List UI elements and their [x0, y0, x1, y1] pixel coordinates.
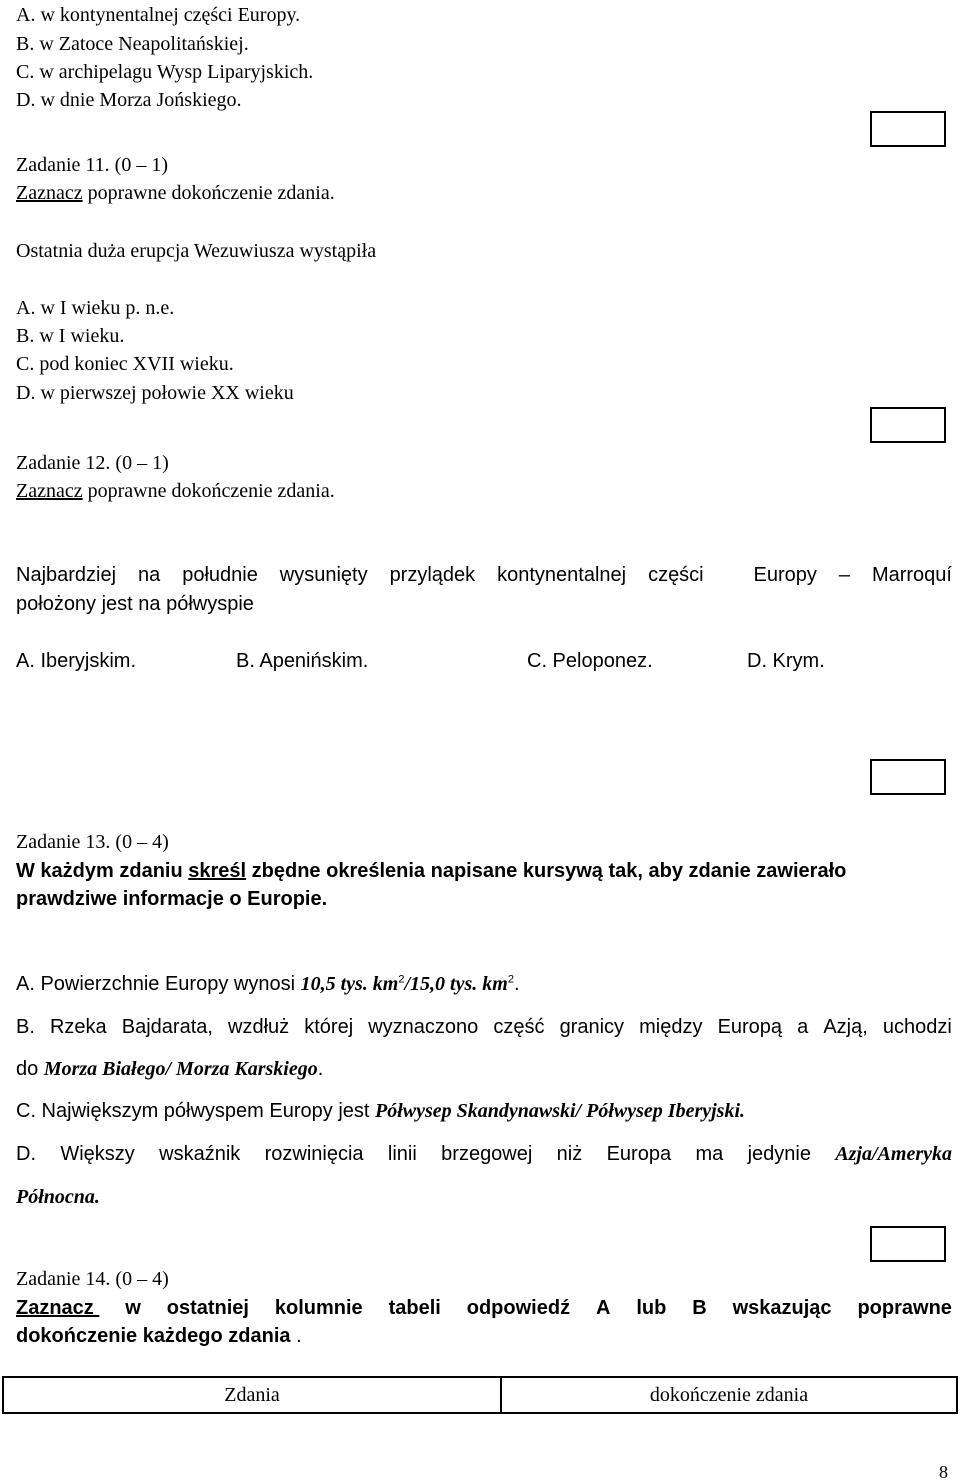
- task12-option-a: A. Iberyjskim.: [16, 650, 137, 672]
- task14-table: [2, 1376, 958, 1414]
- d-word: wskaźnik: [159, 1143, 241, 1165]
- stem-word: Najbardziej: [16, 564, 117, 586]
- task13-sentence-b-line1: [16, 1014, 952, 1040]
- instr-word: B: [692, 1297, 707, 1319]
- sentence-a-sup-2: 2: [507, 973, 514, 986]
- b-word: B.: [16, 1016, 35, 1038]
- task13-instruction-line1: [16, 858, 846, 884]
- b-word: wzdłuż: [228, 1016, 290, 1038]
- d-word: rozwinięcia: [264, 1143, 364, 1165]
- sentence-c-pre: C. Największym półwyspem Europy jest: [16, 1100, 375, 1122]
- sentence-d-option-1: Azja/Ameryka: [835, 1143, 952, 1165]
- task14-instr-line2-end: .: [290, 1325, 302, 1347]
- b-word: część: [493, 1016, 545, 1038]
- task10-option-b: B. w Zatoce Neapolitańskiej.: [16, 33, 249, 55]
- task14-instr-line2-text: dokończenie każdego zdania: [16, 1325, 291, 1347]
- b-word: między: [639, 1016, 703, 1038]
- sentence-b-option: Morza Białego/ Morza Karskiego: [43, 1058, 318, 1080]
- stem-word: kontynentalnej: [497, 564, 627, 586]
- task13-sentence-b-line2: [16, 1056, 323, 1082]
- task13-sentence-a: [16, 971, 520, 997]
- table-header-sentences: Zdania: [3, 1377, 501, 1413]
- task13-title: Zadanie 13. (0 – 4): [16, 831, 169, 853]
- task11-option-b: B. w I wieku.: [16, 325, 125, 347]
- b-word: a: [797, 1016, 809, 1038]
- stem-word: południe: [182, 564, 258, 586]
- sentence-a-text: A. Powierzchnie Europy wynosi: [16, 973, 301, 995]
- instr-word: lub: [636, 1297, 667, 1319]
- d-word: Europa: [606, 1143, 672, 1165]
- sentence-b-pre: do: [16, 1058, 44, 1080]
- task11-instruction-verb: Zaznacz: [16, 182, 83, 204]
- table-header-row: [3, 1377, 957, 1413]
- d-word: brzegowej: [441, 1143, 533, 1165]
- stem-word: części: [648, 564, 704, 586]
- task12-instruction-verb: Zaznacz: [16, 480, 83, 502]
- task12-instruction: [16, 478, 335, 504]
- task10-option-d: D. w dnie Morza Jońskiego.: [16, 89, 242, 111]
- sentence-c-option: Półwysep Skandynawski/ Półwysep Iberyjski.: [375, 1100, 745, 1122]
- b-word: granicy: [559, 1016, 625, 1038]
- d-word: Większy: [60, 1143, 135, 1165]
- instr-word: kolumnie: [274, 1297, 363, 1319]
- d-word: ma: [695, 1143, 724, 1165]
- task14-instr-verb: Zaznacz: [16, 1297, 100, 1319]
- task11-instruction: [16, 180, 335, 206]
- sentence-a-sup-1: 2: [398, 973, 405, 986]
- d-word: jedynie: [747, 1143, 811, 1165]
- task12-stem-line1: [16, 562, 952, 588]
- task14-instruction-line2: [16, 1323, 302, 1349]
- task11-stem: Ostatnia duża erupcja Wezuwiusza wystąpiła: [16, 240, 377, 262]
- task13-instr-b: zbędne określenia napisane kursywą tak, aby zdanie zawierało: [246, 860, 847, 882]
- stem-word: Europy: [753, 564, 817, 586]
- task11-instruction-rest: poprawne dokończenie zdania.: [82, 182, 335, 204]
- stem-word: –: [838, 564, 850, 586]
- task13-sentence-d-line2: [16, 1184, 100, 1210]
- instr-word: odpowiedź: [466, 1297, 571, 1319]
- sentence-a-option-2: /15,0 tys. km: [404, 973, 508, 995]
- task12-instruction-rest: poprawne dokończenie zdania.: [82, 480, 335, 502]
- instr-word: poprawne: [857, 1297, 952, 1319]
- task12-stem-line2: położony jest na półwyspie: [16, 593, 254, 615]
- task11-option-d: D. w pierwszej połowie XX wieku: [16, 382, 294, 404]
- answer-box-task-13[interactable]: [870, 759, 946, 795]
- task11-option-a: A. w I wieku p. n.e.: [16, 297, 175, 319]
- task10-option-c: C. w archipelagu Wysp Liparyjskich.: [16, 61, 314, 83]
- answer-box-task-11[interactable]: [870, 111, 946, 147]
- stem-word: na: [138, 564, 161, 586]
- task13-sentence-d-line1: [16, 1141, 952, 1167]
- task12-title: Zadanie 12. (0 – 1): [16, 452, 169, 474]
- sentence-a-option-1: 10,5 tys. km: [300, 973, 399, 995]
- stem-word: przylądek: [389, 564, 476, 586]
- b-word: uchodzi: [882, 1016, 952, 1038]
- sentence-a-end: .: [513, 973, 520, 995]
- instr-word: wskazując: [732, 1297, 832, 1319]
- sentence-d-option-2: Północna.: [16, 1186, 100, 1208]
- task12-option-d: D. Krym.: [747, 650, 825, 672]
- task10-option-a: A. w kontynentalnej części Europy.: [16, 4, 301, 26]
- d-word: linii: [387, 1143, 417, 1165]
- d-word: niż: [556, 1143, 583, 1165]
- stem-word: wysunięty: [279, 564, 368, 586]
- instr-word: ostatniej: [166, 1297, 249, 1319]
- task12-option-b: B. Apenińskim.: [236, 650, 369, 672]
- task13-instr-verb: skreśl: [188, 860, 247, 882]
- task14-instruction-line1: [16, 1295, 952, 1321]
- task13-sentence-c: [16, 1098, 745, 1124]
- task12-option-c: C. Peloponez.: [527, 650, 653, 672]
- sentence-b-end: .: [317, 1058, 324, 1080]
- b-word: której: [304, 1016, 354, 1038]
- instr-word: tabeli: [388, 1297, 441, 1319]
- stem-word: Marroquí: [871, 564, 952, 586]
- task13-instruction-line2: prawdziwe informacje o Europie.: [16, 888, 328, 910]
- d-word: D.: [16, 1143, 36, 1165]
- task14-title: Zadanie 14. (0 – 4): [16, 1268, 169, 1290]
- b-word: Rzeka: [49, 1016, 107, 1038]
- answer-box-task-14[interactable]: [870, 1226, 946, 1262]
- b-word: Azją,: [823, 1016, 868, 1038]
- page-number: 8: [939, 1462, 948, 1482]
- b-word: Europą: [717, 1016, 783, 1038]
- task11-option-c: C. pod koniec XVII wieku.: [16, 353, 234, 375]
- b-word: wyznaczono: [368, 1016, 479, 1038]
- task13-instr-a: W każdym zdaniu: [16, 860, 189, 882]
- instr-word: A: [595, 1297, 611, 1319]
- answer-box-task-12[interactable]: [870, 407, 946, 443]
- table-header-completion: dokończenie zdania: [501, 1377, 957, 1413]
- task11-title: Zadanie 11. (0 – 1): [16, 154, 168, 176]
- instr-word: w: [125, 1297, 141, 1319]
- b-word: Bajdarata,: [121, 1016, 213, 1038]
